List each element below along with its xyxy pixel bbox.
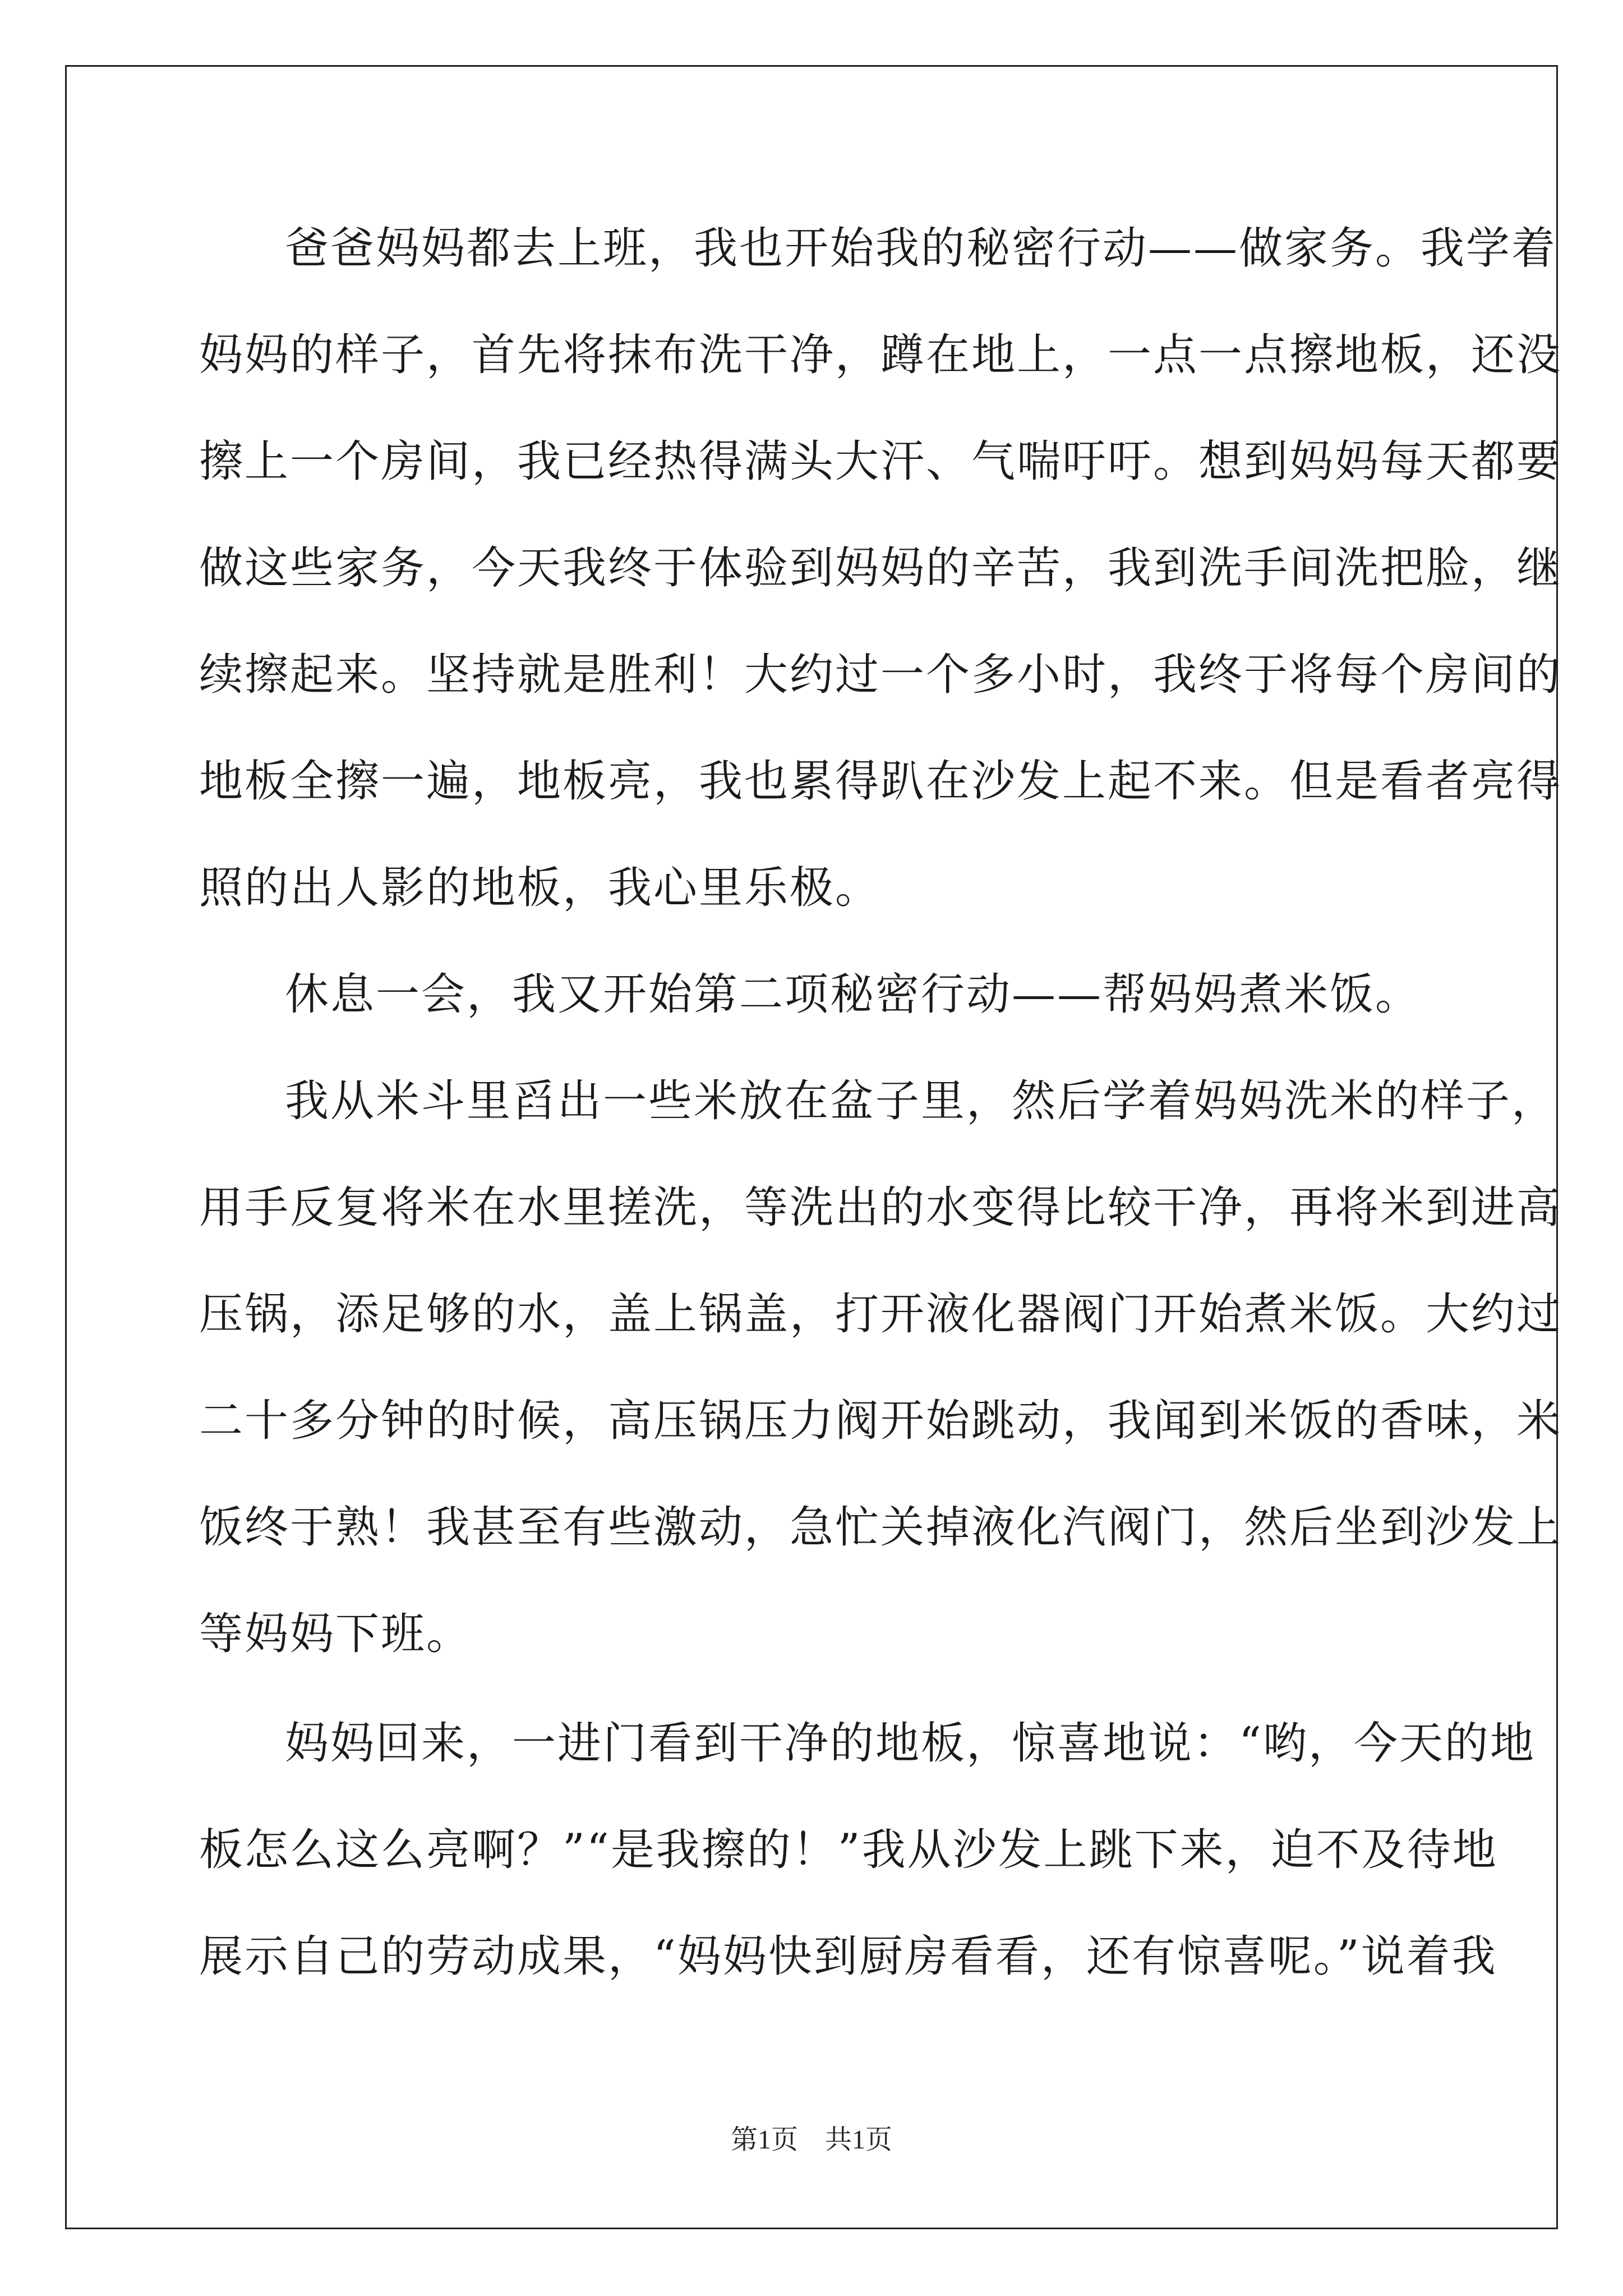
paragraph-4-line-1: 妈妈回来，一进门看到干净的地板，惊喜地说：“哟，今天的地 — [285, 1718, 1536, 1769]
paragraph-1-line-4: 做这些家务，今天我终于体验到妈妈的辛苦，我到洗手间洗把脸，继 — [199, 543, 1562, 593]
paragraph-3-line-5: 饭终于熟！我甚至有些激动，急忙关掉液化汽阀门，然后坐到沙发上 — [199, 1502, 1562, 1553]
paragraph-3-line-4: 二十多分钟的时候，高压锅压力阀开始跳动，我闻到米饭的香味，米 — [199, 1396, 1562, 1446]
paragraph-1-line-2: 妈妈的样子，首先将抹布洗干净，蹲在地上，一点一点擦地板，还没 — [199, 330, 1562, 380]
paragraph-3-line-2: 用手反复将米在水里搓洗，等洗出的水变得比较干净，再将米到进高 — [199, 1182, 1562, 1233]
paragraph-1-line-1: 爸爸妈妈都去上班，我也开始我的秘密行动——做家务。我学着 — [285, 223, 1557, 274]
paragraph-3-line-6: 等妈妈下班。 — [199, 1609, 472, 1659]
paragraph-1-line-3: 擦上一个房间，我已经热得满头大汗、气喘吁吁。想到妈妈每天都要 — [199, 436, 1562, 487]
paragraph-1-line-5: 续擦起来。坚持就是胜利！大约过一个多小时，我终于将每个房间的 — [199, 650, 1562, 700]
paragraph-1-line-7: 照的出人影的地板，我心里乐极。 — [199, 863, 881, 913]
page-border — [65, 65, 1558, 2229]
paragraph-4-line-3: 展示自己的劳动成果，“妈妈快到厨房看看，还有惊喜呢。”说着我 — [199, 1931, 1497, 1982]
paragraph-2-line-1: 休息一会，我又开始第二项秘密行动——帮妈妈煮米饭。 — [285, 969, 1421, 1020]
paragraph-3-line-1: 我从米斗里舀出一些米放在盆子里，然后学着妈妈洗米的样子， — [285, 1076, 1557, 1126]
paragraph-3-line-3: 压锅，添足够的水，盖上锅盖，打开液化器阀门开始煮米饭。大约过 — [199, 1289, 1562, 1340]
page-number-footer: 第1页 共1页 — [730, 2125, 892, 2155]
paragraph-4-line-2: 板怎么这么亮啊？”“是我擦的！”我从沙发上跳下来，迫不及待地 — [199, 1825, 1498, 1875]
paragraph-1-line-6: 地板全擦一遍，地板亮，我也累得趴在沙发上起不来。但是看者亮得 — [199, 756, 1562, 807]
